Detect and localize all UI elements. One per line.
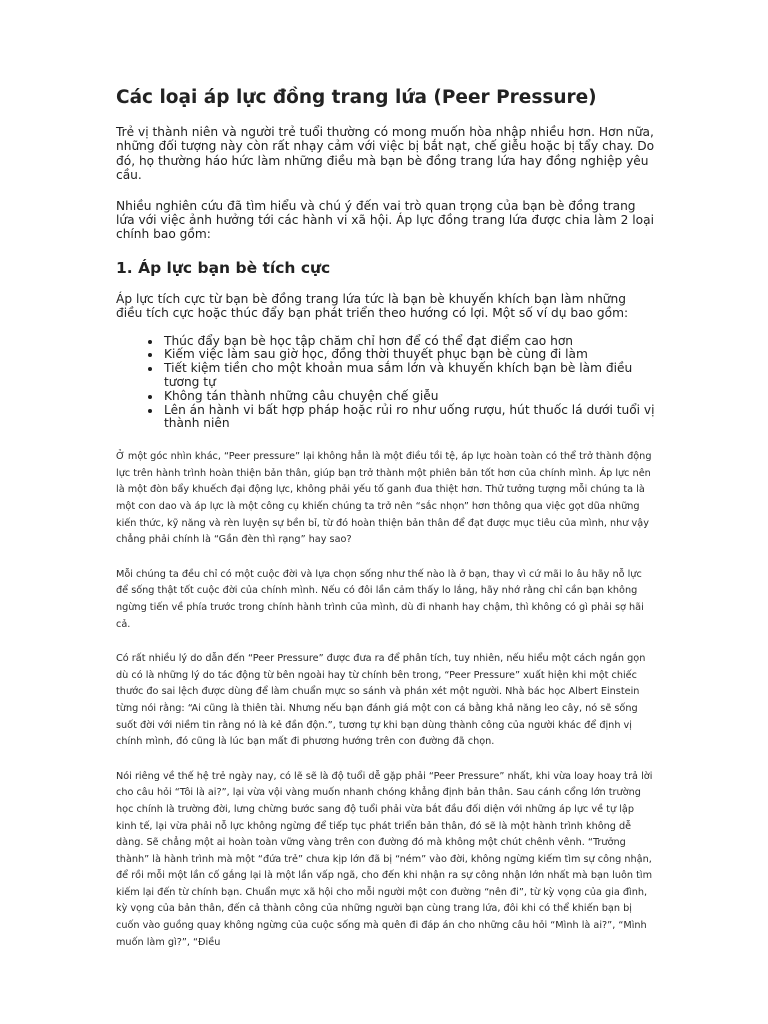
document-page	[116, 86, 656, 969]
list-item: • Tiết kiệm tiền cho một khoản mua sắm lớn và khuyến khích bạn bè làm điều tương tự	[162, 362, 656, 390]
body-paragraph: Ở một góc nhìn khác, “Peer pressure” lại không hẳn là một điều tồi tệ, áp lực hoàn toàn có thể trở thành động lực trên hành trình hoàn thiện bản thân, giúp bạn trở thành một phiên bản tốt hơn của chính mình. Áp lực nên là một đòn bẩy khuếch đại động lực, không phải yếu tố ganh đua thiệt hơn. Thử tưởng tượng mỗi chúng ta là một con dao và áp lực là một công cụ khiến chúng ta trở nên “sắc nhọn” hơn thông qua việc gọt dũa những kiến thức, kỹ năng và rèn luyện sự bền bỉ, từ đó hoàn thiện bản thân để đạt được mục tiêu của mình, như vậy chẳng phải chính là “Gần đèn thì rạng” hay sao?	[116, 451, 652, 546]
body-paragraph: Mỗi chúng ta đều chỉ có một cuộc đời và lựa chọn sống như thế nào là ở bạn, thay vì cứ mãi lo âu hãy nỗ lực để sống thật tốt cuộc đời của chính mình. Nếu có đôi lần cảm thấy lo lắng, hãy nhớ rằng chỉ cần bạn không ngừng tiến về phía trước trong chính hành trình của mình, dù đi nhanh hay chậm, thì không có gì phải sợ hãi cả.	[116, 568, 644, 630]
section-heading: 1. Áp lực bạn bè tích cực	[116, 258, 331, 277]
document-title: Các loại áp lực đồng trang lứa (Peer Pressure)	[116, 87, 597, 108]
examples-list	[116, 335, 656, 432]
list-item: • Thúc đẩy bạn bè học tập chăm chỉ hơn để có thể đạt điểm cao hơn	[162, 335, 656, 349]
body-paragraph: Nói riêng về thế hệ trẻ ngày nay, có lẽ sẽ là độ tuổi dễ gặp phải “Peer Pressure” nhất, khi vừa loay hoay trả lời cho câu hỏi “Tôi là ai?”, lại vừa vội vàng muốn nhanh chóng khẳng định bản thân. Sau cánh cổng lớn trường học chính là trường đời, lưng chừng bước sang độ tuổi phải vừa bắt đầu đối diện với những áp lực về tự lập kinh tế, lại vừa phải nỗ lực không ngừng để tiếp tục phát triển bản thân, đó sẽ là một hành trình không dễ dàng. Sẽ chẳng một ai hoàn toàn vững vàng trên con đường đó mà không một chút chênh vênh. “Trưởng thành” là hành trình mà một “đứa trẻ” chưa kịp lớn đã bị “ném” vào đời, không ngừng kiếm tìm sự công nhận, để rồi mỗi một lần cố gắng lại là một lần vấp ngã, cho đến khi nhận ra sự công nhận lớn nhất mà bạn luôn tìm kiếm lại đến từ chính bạn. Chuẩn mực xã hội cho mỗi người một con đường “nên đi”, từ kỳ vọng của gia đình, kỳ vọng của bản thân, đến cả thành công của những người bạn cùng trang lứa, đôi khi có thể khiến bạn bị cuốn vào guồng quay không ngừng của cuộc sống mà quên đi đáp án cho những câu hỏi “Mình là ai?”, “Mình muốn làm gì?”, “Điều	[116, 770, 653, 948]
list-item: • Không tán thành những câu chuyện chế giễu	[162, 390, 656, 404]
list-item: • Lên án hành vi bất hợp pháp hoặc rủi ro như uống rượu, hút thuốc lá dưới tuổi vị thành niên	[162, 404, 656, 432]
section-intro-paragraph: Áp lực tích cực từ bạn bè đồng trang lứa tức là bạn bè khuyến khích bạn làm những điều tích cực hoặc thúc đẩy bạn phát triển theo hướng có lợi. Một số ví dụ bao gồm:	[116, 291, 629, 321]
list-item: • Kiếm việc làm sau giờ học, đồng thời thuyết phục bạn bè cùng đi làm	[162, 348, 656, 362]
body-paragraph: Có rất nhiều lý do dẫn đến “Peer Pressure” được đưa ra để phân tích, tuy nhiên, nếu hiểu một cách ngắn gọn dù có là những lý do tác động từ bên ngoài hay từ chính bên trong, “Peer Pressure” xuất hiện khi một chiếc thước đo sai lệch được dùng để làm chuẩn mực so sánh và phán xét một người. Nhà bác học Albert Einstein từng nói rằng: “Ai cũng là thiên tài. Nhưng nếu bạn đánh giá một con cá bằng khả năng leo cây, nó sẽ sống suốt đời với niềm tin rằng nó là kẻ đần độn.”, tương tự khi bạn dùng thành công của người khác để định vị chính mình, đó cũng là lúc bạn mất đi phương hướng trên con đường đã chọn.	[116, 653, 646, 748]
intro-paragraph: Nhiều nghiên cứu đã tìm hiểu và chú ý đến vai trò quan trọng của bạn bè đồng trang lứa với việc ảnh hưởng tới các hành vi xã hội. Áp lực đồng trang lứa được chia làm 2 loại chính bao gồm:	[116, 198, 654, 242]
intro-paragraph: Trẻ vị thành niên và người trẻ tuổi thường có mong muốn hòa nhập nhiều hơn. Hơn nữa, những đối tượng này còn rất nhạy cảm với việc bị bắt nạt, chế giễu hoặc bị tẩy chay. Do đó, họ thường háo hức làm những điều mà bạn bè đồng trang lứa hay đồng nghiệp yêu cầu.	[116, 125, 655, 183]
